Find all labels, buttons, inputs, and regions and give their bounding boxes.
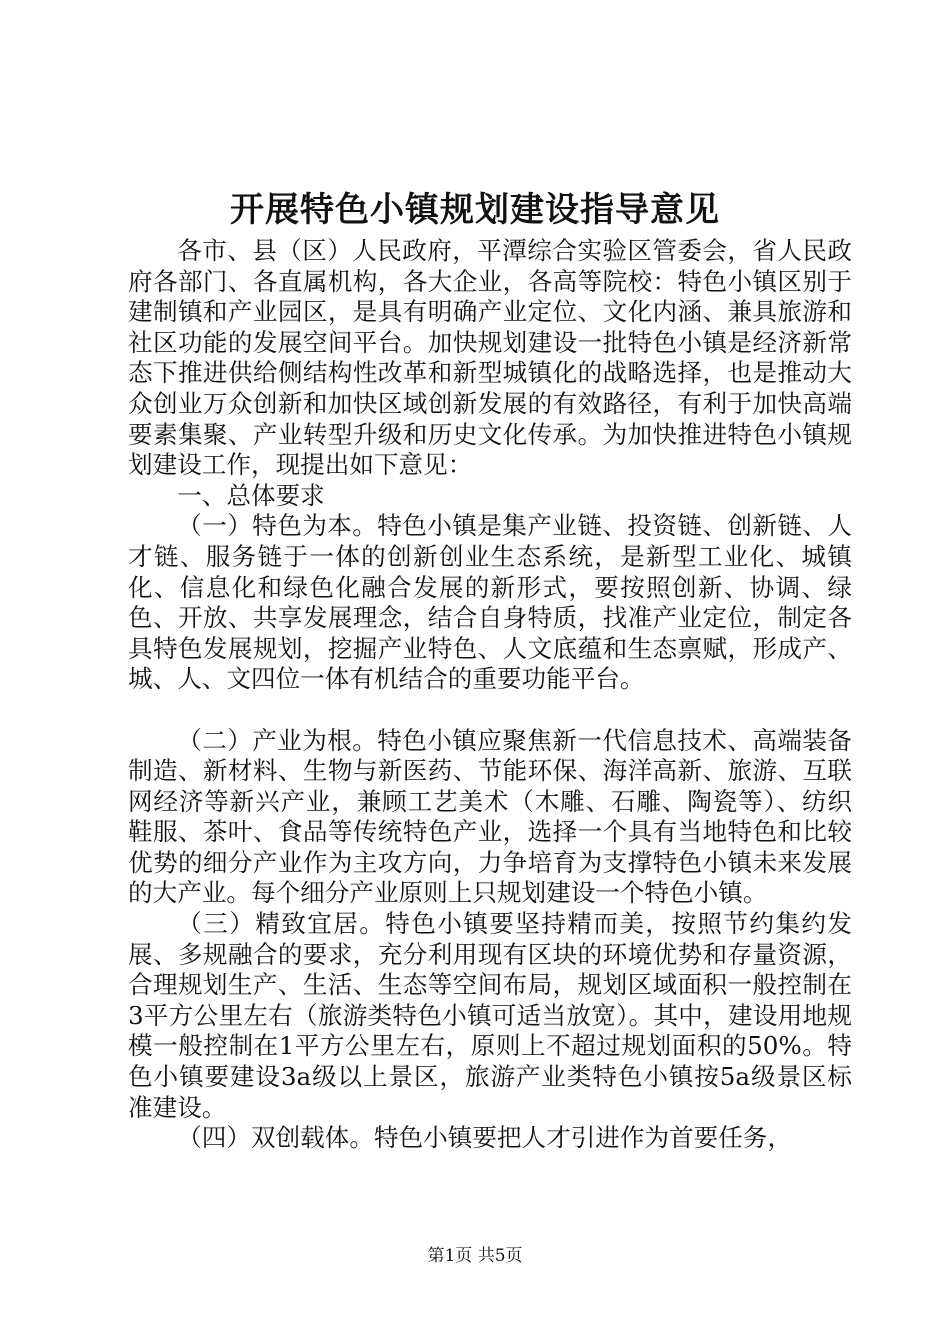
paragraph-item-3: （三）精致宜居。特色小镇要坚持精而美，按照节约集约发展、多规融合的要求，充分利用现有区块的环境优势和存量资源，合理规划生产、生活、生态等空间布局，规划区域面积一般控制在3平方公里左右（旅游类特色小镇可适当放宽）。其中，建设用地规模一般控制在1平方公里左右，原则上不超过规划面积的50%。特色小镇要建设3a级以上景区，旅游产业类特色小镇按5a级景区标准建设。: [128, 909, 852, 1122]
section-heading-general-requirements: 一、总体要求: [177, 480, 325, 510]
document-title: 开展特色小镇规划建设指导意见: [230, 190, 720, 230]
paragraph-item-2: （二）产业为根。特色小镇应聚焦新一代信息技术、高端装备制造、新材料、生物与新医药、节能环保、海洋高新、旅游、互联网经济等新兴产业，兼顾工艺美术（木雕、石雕、陶瓷等）、纺织鞋服、茶叶、食品等传统特色产业，选择一个具有当地特色和比较优势的细分产业作为主攻方向，力争培育为支撑特色小镇未来发展的大产业。每个细分产业原则上只规划建设一个特色小镇。: [128, 725, 852, 908]
page-footer: 第1页 共5页: [427, 1246, 523, 1266]
paragraph-intro: 各市、县（区）人民政府，平潭综合实验区管委会，省人民政府各部门、各直属机构，各大企业，各高等院校：特色小镇区别于建制镇和产业园区，是具有明确产业定位、文化内涵、兼具旅游和社区功能的发展空间平台。加快规划建设一批特色小镇是经济新常态下推进供给侧结构性改革和新型城镇化的战略选择，也是推动大众创业万众创新和加快区域创新发展的有效路径，有利于加快高端要素集聚、产业转型升级和历史文化传承。为加快推进特色小镇规划建设工作，现提出如下意见：: [128, 236, 852, 480]
paragraph-item-4: （四）双创载体。特色小镇要把人才引进作为首要任务，: [177, 1123, 793, 1153]
paragraph-item-1: （一）特色为本。特色小镇是集产业链、投资链、创新链、人才链、服务链于一体的创新创业生态系统，是新型工业化、城镇化、信息化和绿色化融合发展的新形式，要按照创新、协调、绿色、开放、共享发展理念，结合自身特质，找准产业定位，制定各具特色发展规划，挖掘产业特色、人文底蕴和生态禀赋，形成产、城、人、文四位一体有机结合的重要功能平台。: [128, 511, 852, 694]
document-body: [128, 236, 852, 1154]
